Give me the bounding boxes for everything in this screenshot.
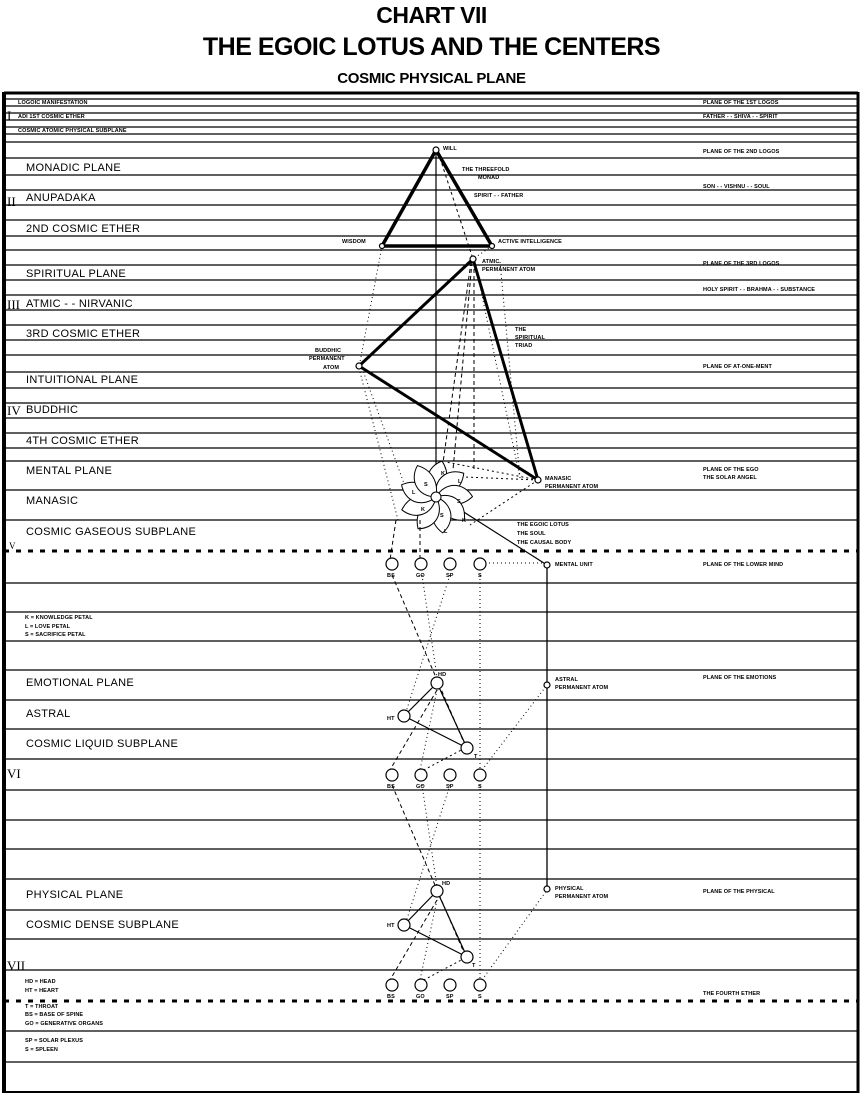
plane-number-6: VI (7, 766, 21, 781)
label-triad-2: SPIRITUAL (515, 335, 545, 341)
petal-l-3: L (444, 529, 448, 535)
ether-boundaries (4, 551, 858, 1001)
label-buddhic-atom-2: PERMANENT (309, 356, 345, 362)
label-atmic: ATMIC - - NIRVANIC (26, 298, 133, 310)
chart-title: THE EGOIC LOTUS AND THE CENTERS (202, 33, 661, 61)
label-father: FATHER - - SHIVA - - SPIRIT (703, 114, 778, 120)
label-astral-atom-1: ASTRAL (555, 677, 578, 683)
petal-s: S (424, 482, 428, 488)
label-4th-cosmic-ether: 4TH COSMIC ETHER (26, 435, 139, 447)
center-s-2: S (478, 784, 482, 790)
center-s-1: S (478, 573, 482, 579)
label-threefold-1: THE THREEFOLD (462, 167, 510, 173)
plane-number-3: III (7, 297, 20, 312)
label-holy-spirit: HOLY SPIRIT - - BRAHMA - - SUBSTANCE (703, 287, 816, 293)
label-cosmic-atomic: COSMIC ATOMIC PHYSICAL SUBPLANE (18, 128, 127, 134)
label-adi: ADI 1ST COSMIC ETHER (18, 114, 85, 120)
plane-number-2: II (7, 194, 16, 209)
plane-number-5: V (9, 541, 16, 551)
label-intuitional-plane: INTUITIONAL PLANE (26, 374, 139, 386)
label-emotional-plane: EMOTIONAL PLANE (26, 677, 135, 689)
label-son: SON - - VISHNU - - SOUL (703, 184, 770, 190)
physical-centers-triangle (404, 891, 467, 957)
center-ht-1: HT (387, 716, 395, 722)
label-physical-atom-2: PERMANENT ATOM (555, 894, 609, 900)
label-manasic: MANASIC (26, 495, 79, 507)
label-will: WILL (443, 146, 457, 152)
label-atmic-atom-1: ATMIC (482, 259, 500, 265)
petal-s-3: S (440, 513, 444, 519)
chart-number: CHART VII (376, 2, 487, 28)
frame (4, 92, 858, 1093)
label-plane-ego: PLANE OF THE EGO (703, 467, 759, 473)
plane-lines (4, 99, 858, 1062)
plane-number-4: IV (7, 403, 21, 418)
chart-subtitle: COSMIC PHYSICAL PLANE (337, 70, 526, 87)
label-plane-3rd-logos: PLANE OF THE 3RD LOGOS (703, 261, 780, 267)
center-go-3: GO (416, 994, 425, 1000)
label-astral-atom-2: PERMANENT ATOM (555, 685, 609, 691)
center-sp-3: SP (446, 994, 454, 1000)
label-at-one-ment: PLANE OF AT-ONE-MENT (703, 364, 772, 370)
legend-spleen: S = SPLEEN (25, 1047, 58, 1053)
label-buddhic-atom-1: BUDDHIC (315, 348, 342, 354)
petal-k-3: K (462, 518, 467, 524)
center-t-1: T (474, 754, 478, 760)
center-bs-3: BS (387, 994, 395, 1000)
label-egoic-lotus-3: THE CAUSAL BODY (517, 540, 572, 546)
label-physical-plane: PHYSICAL PLANE (26, 889, 124, 901)
label-threefold-2: MONAD (478, 175, 500, 181)
label-egoic-lotus-2: THE SOUL (517, 531, 546, 537)
petal-s-2: S (457, 499, 461, 505)
label-physical-atom-1: PHYSICAL (555, 886, 584, 892)
legend-generative: GO = GENERATIVE ORGANS (25, 1021, 104, 1027)
label-monadic-plane: MONADIC PLANE (26, 162, 121, 174)
label-manasic-atom-2: PERMANENT ATOM (545, 484, 599, 490)
center-go-2: GO (416, 784, 425, 790)
center-sp-2: SP (446, 784, 454, 790)
plane-number-1: I (7, 108, 12, 123)
will-node (433, 147, 439, 153)
legend-head: HD = HEAD (25, 979, 56, 985)
label-triad-1: THE (515, 327, 527, 333)
legend-throat: T = THROAT (25, 1004, 59, 1010)
label-2nd-cosmic-ether: 2ND COSMIC ETHER (26, 223, 141, 235)
center-go-1: GO (416, 573, 425, 579)
legend-base-spine: BS = BASE OF SPINE (25, 1012, 84, 1018)
label-manasic-atom-1: MANASIC (545, 476, 572, 482)
legend-heart: HT = HEART (25, 988, 59, 994)
label-wisdom: WISDOM (342, 239, 366, 245)
label-buddhic-atom-3: ATOM (323, 365, 340, 371)
legend-knowledge: K = KNOWLEDGE PETAL (25, 615, 93, 621)
spiritual-triad (359, 259, 538, 480)
center-ht-2: HT (387, 923, 395, 929)
label-physical: PLANE OF THE PHYSICAL (703, 889, 775, 895)
label-triad-3: TRIAD (515, 343, 533, 349)
label-atmic-atom-2: PERMANENT ATOM (482, 267, 536, 273)
petal-k: K (441, 471, 446, 477)
label-mental-plane: MENTAL PLANE (26, 465, 113, 477)
petal-k-2: K (421, 507, 426, 513)
label-lower-mind: PLANE OF THE LOWER MIND (703, 562, 784, 568)
petal-l: L (458, 479, 462, 485)
label-fourth-ether: THE FOURTH ETHER (703, 991, 761, 997)
petal-l-2: L (412, 490, 416, 496)
legend-solar-plexus: SP = SOLAR PLEXUS (25, 1038, 83, 1044)
label-3rd-cosmic-ether: 3RD COSMIC ETHER (26, 328, 141, 340)
label-logoic-manifestation: LOGOIC MANIFESTATION (18, 100, 88, 106)
center-sp-1: SP (446, 573, 454, 579)
center-hd-2: HD (442, 881, 451, 887)
plane-number-7: VII (7, 958, 26, 973)
label-buddhic: BUDDHIC (26, 404, 79, 416)
label-egoic-lotus-1: THE EGOIC LOTUS (517, 522, 569, 528)
label-active-intelligence: ACTIVE INTELLIGENCE (498, 239, 562, 245)
label-spirit-father: SPIRIT - - FATHER (474, 193, 524, 199)
label-plane-2nd-logos: PLANE OF THE 2ND LOGOS (703, 149, 780, 155)
label-anupadaka: ANUPADAKA (26, 192, 96, 204)
label-plane-1st-logos: PLANE OF THE 1ST LOGOS (703, 100, 779, 106)
label-spiritual-plane: SPIRITUAL PLANE (26, 268, 127, 280)
label-cosmic-gaseous: COSMIC GASEOUS SUBPLANE (26, 526, 197, 538)
center-hd-1: HD (438, 672, 447, 678)
label-cosmic-liquid: COSMIC LIQUID SUBPLANE (26, 738, 179, 750)
label-solar-angel: THE SOLAR ANGEL (703, 475, 757, 481)
center-t-2: T (472, 963, 476, 969)
label-mental-unit: MENTAL UNIT (555, 562, 593, 568)
label-astral: ASTRAL (26, 708, 71, 720)
center-bs-1: BS (387, 573, 395, 579)
center-bs-2: BS (387, 784, 395, 790)
label-cosmic-dense: COSMIC DENSE SUBPLANE (26, 919, 180, 931)
label-emotions: PLANE OF THE EMOTIONS (703, 675, 777, 681)
legend-sacrifice: S = SACRIFICE PETAL (25, 632, 86, 638)
center-s-3: S (478, 994, 482, 1000)
legend-love: L = LOVE PETAL (25, 624, 71, 630)
